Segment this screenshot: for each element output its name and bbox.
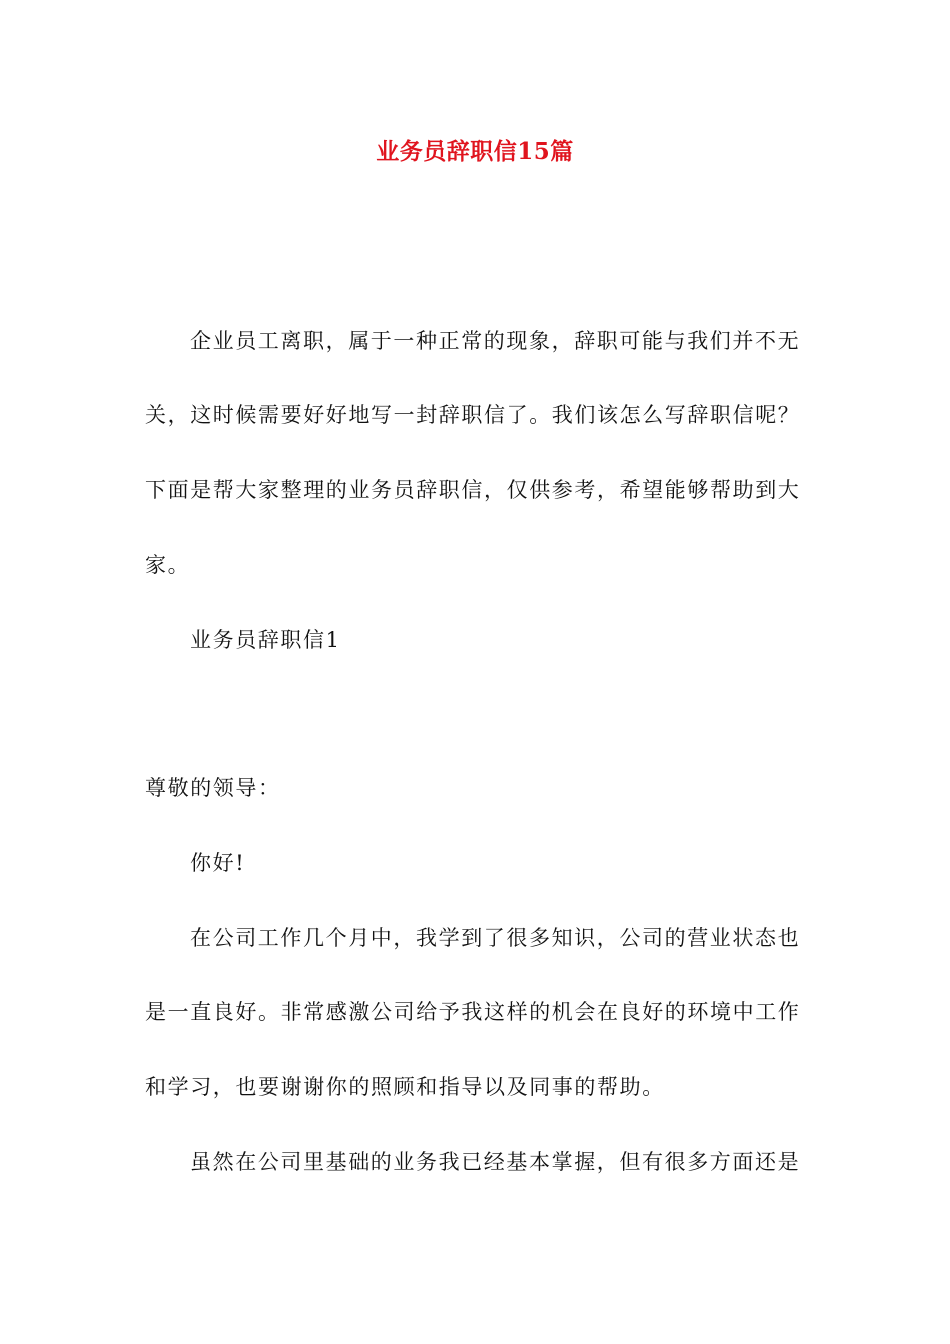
intro-line-2: 关，这时候需要好好地写一封辞职信了。我们该怎么写辞职信呢？ [145,403,801,427]
salutation: 尊敬的领导： [145,776,281,800]
paragraph-1-line-2: 是一直良好。非常感激公司给予我这样的机会在良好的环境中工作 [145,1000,801,1024]
document-title: 业务员辞职信15篇 [376,138,574,165]
section-heading: 业务员辞职信1 [190,628,341,652]
intro-line-4: 家。 [145,553,191,577]
paragraph-1-line-3: 和学习，也要谢谢你的照顾和指导以及同事的帮助。 [145,1075,665,1099]
intro-line-1: 企业员工离职，属于一种正常的现象，辞职可能与我们并不无 [190,329,801,353]
paragraph-2-line-1: 虽然在公司里基础的业务我已经基本掌握，但有很多方面还是 [190,1150,801,1174]
greeting: 你好! [190,851,246,875]
intro-line-3: 下面是帮大家整理的业务员辞职信，仅供参考，希望能够帮助到大 [145,478,801,502]
paragraph-1-line-1: 在公司工作几个月中，我学到了很多知识，公司的营业状态也 [190,926,801,950]
